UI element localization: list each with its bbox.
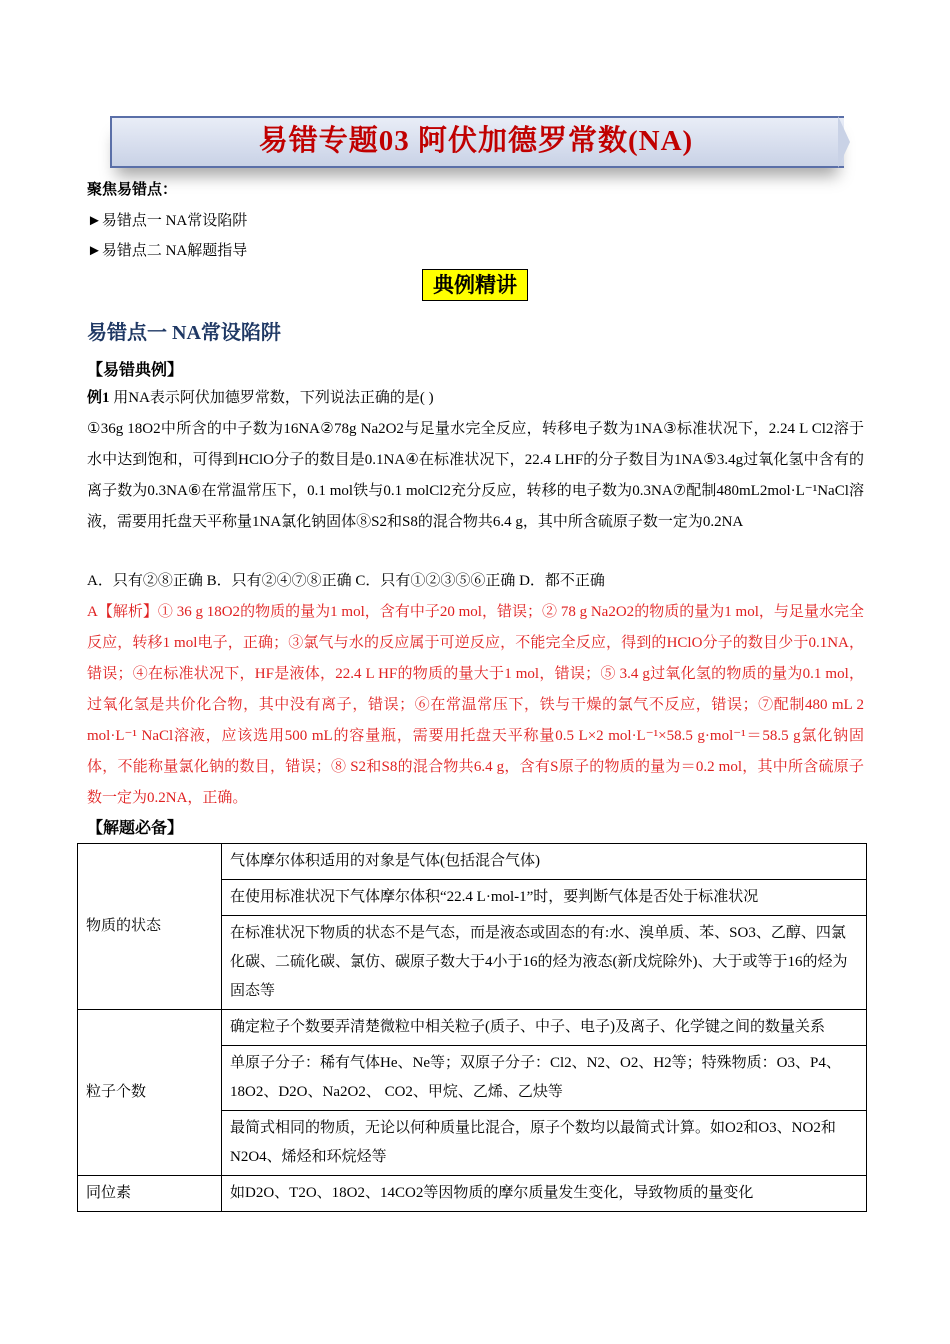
requirements-table [77,843,867,1212]
table-category: 粒子个数 [78,1010,222,1176]
table-row [78,1176,867,1212]
example-question-block [87,383,864,414]
table-cell: 确定粒子个数要弄清楚微粒中相关粒子(质子、中子、电子)及离子、化学键之间的数量关系 [222,1010,867,1046]
example-statements: ①36g 18O2中所含的中子数为16NA②78g Na2O2与足量水完全反应，转移电子数为1NA③标准状况下，2.24 L Cl2溶于水中达到饱和，可得到HClO分子的数目是0.1NA④在标准状况下，22.4 LHF的分子数目为1NA⑤3.4g过氧化氢中含有的离子数为0.3NA⑥在常温常压下，0.1 mol铁与0.1 molCl2充分反应，转移的电子数为0.3NA⑦配制480mL2mol·L⁻¹NaCl溶液，需要用托盘天平称量1NA氯化钠固体⑧S2和S8的混合物共6.4 g，其中所含硫原子数一定为0.2NA [87,421,864,530]
table-cell: 单原子分子：稀有气体He、Ne等；双原子分子：Cl2、N2、O2、H2等；特殊物质：O3、P4、18O2、D2O、Na2O2、 CO2、甲烷、乙烯、乙炔等 [222,1046,867,1111]
requirements-heading: 【解题必备】 [87,820,184,837]
table-row [78,844,867,880]
table-cell: 在标准状况下物质的状态不是气态，而是液态或固态的有:水、溴单质、苯、SO3、乙醇、四氯化碳、二硫化碳、氯仿、碳原子数大于4小于16的烃为液态(新戊烷除外)、大于或等于16的烃为固态等 [222,916,867,1010]
focus-item-2: ►易错点二 NA解题指导 [87,243,248,259]
table-cell: 气体摩尔体积适用的对象是气体(包括混合气体) [222,844,867,880]
focus-heading: 聚焦易错点： [87,182,178,198]
example-label: 例1 [87,390,110,406]
table-category: 物质的状态 [78,844,222,1010]
example-question: 用NA表示阿伏加德罗常数，下列说法正确的是( ) [113,390,434,406]
example-answer: A【解析】① 36 g 18O2的物质的量为1 mol，含有中子20 mol，错误；② 78 g Na2O2的物质的量为1 mol，与足量水完全反应，转移1 mol电子，正确；③氯气与水的反应属于可逆反应，不能完全反应，得到的HClO分子的数目少于0.1NA，错误；④在标准状况下，HF是液体，22.4 L HF的物质的量大于1 mol，错误；⑤ 3.4 g过氧化氢的物质的量为0.1 mol，过氧化氢是共价化合物，其中没有离子，错误；⑥在常温常压下，铁与干燥的氯气不反应，错误；⑦配制480 mL 2 mol·L⁻¹ NaCl溶液，应该选用500 mL的容量瓶，需要用托盘天平称量0.5 L×2 mol·L⁻¹×58.5 g·mol⁻¹＝58.5 g氯化钠固体，不能称量氯化钠的数目，错误；⑧ S2和S8的混合物共6.4 g，含有S原子的物质的量为＝0.2 mol，其中所含硫原子数一定为0.2NA，正确。 [87,604,864,806]
table-row [78,1010,867,1046]
example-heading: 【易错典例】 [87,362,184,379]
table-cell: 最简式相同的物质，无论以何种质量比混合，原子个数均以最简式计算。如O2和O3、NO2和N2O4、烯烃和环烷烃等 [222,1111,867,1176]
example-options: A．只有②⑧正确 B．只有②④⑦⑧正确 C．只有①②③⑤⑥正确 D．都不正确 [87,573,605,589]
section-title: 易错点一 NA常设陷阱 [87,322,281,344]
page-title: 易错专题03 阿伏加德罗常数(NA) [258,125,694,157]
focus-item-1: ►易错点一 NA常设陷阱 [87,213,248,229]
highlight-label: 典例精讲 [422,269,528,301]
table-cell: 如D2O、T2O、18O2、14CO2等因物质的摩尔质量发生变化，导致物质的量变化 [222,1176,867,1212]
table-cell: 在使用标准状况下气体摩尔体积“22.4 L·mol-1”时，要判断气体是否处于标准状况 [222,880,867,916]
table-category: 同位素 [78,1176,222,1212]
